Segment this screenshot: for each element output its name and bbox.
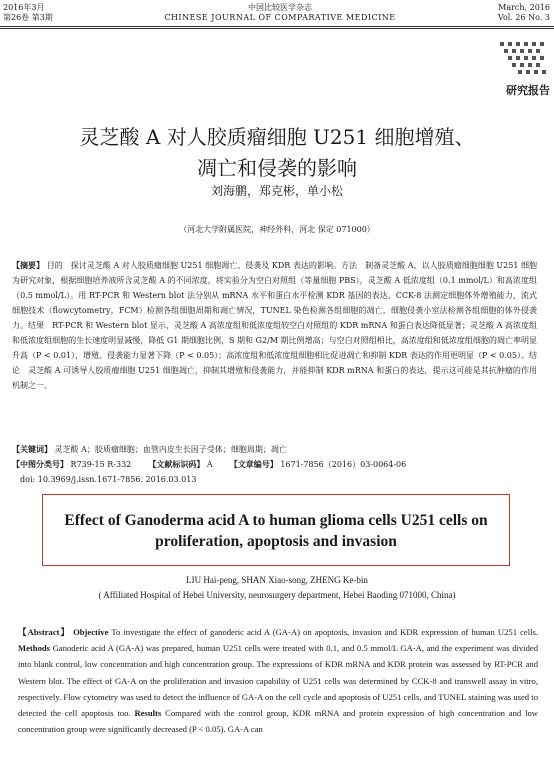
objective-text: To investigate the effect of ganoderic acid A (GA-A) on apoptosis, invasion and KDR expression of human U251 cells. — [111, 627, 539, 637]
classification-line — [12, 457, 537, 472]
journal-date-volume-en — [498, 3, 550, 23]
header-volume: 第26卷 第3期 — [3, 13, 53, 22]
clc-value: R739-15 R-332 — [70, 460, 132, 469]
authors-en: LIU Hai-peng, SHAN Xiao-song, ZHENG Ke-bin — [186, 575, 368, 585]
authors-cn: 刘海鹏，郑克彬，单小松 — [210, 184, 343, 198]
title-cn-line1: 灵芝酸 A 对人胶质瘤细胞 U251 细胞增殖、 — [79, 125, 475, 149]
abstract-cn-text: 目的 探讨灵芝酸 A 对人胶质瘤细胞 U251 细胞凋亡、侵袭及 KDR 表达的影响。方法 制备灵芝酸 A，以人胶质瘤细胞细胞 U251 细胞为研究对象，根据细胞培养液所含灵芝酸 A 的不同浓度，将实验分为空白对照组（等量细胞 PBS），灵芝酸 A 低浓度组（0.1 mmol/L）和高浓度组（0.5 mmol/L）。用 RT-PCR 和 Western blot 法分别从 mRNA 水平和蛋白水平检测 KDR 基因的表达，CCK-8 法测定细胞体外增殖能力，流式细胞技术（flowcytometry，FCM）检测各组细胞周期和凋亡情况，TUNEL 染色检测各组细胞的凋亡，细胞侵袭小室法检测各组细胞的体外侵袭力。结果 RT-PCR 和 Western blot 显示，灵芝酸 A 高浓度组和低浓度组较空白对照组的 KDR mRNA 和蛋白表达降低显著；灵芝酸 A 高浓度组和低浓度组细胞的生长速度明显减慢，降低 G1 期细胞比例，S 期和 G2/M 期比例增高；与空白对照组相比，高浓度组和低浓度组细胞的凋亡率明显升高（P < 0.01），增殖、侵袭能力显著下降（P < 0.05）；高浓度组和低浓度组细胞相比促进凋亡和抑制 KDR 表达的作用更明显（P < 0.05）。结论 灵芝酸 A 可诱导人胶质瘤细胞 U251 细胞凋亡，抑制其增殖和侵袭能力，并能抑制 KDR mRNA 和蛋白的表达，提示这可能是其抗肿瘤的作用机制之一。 — [12, 261, 538, 390]
journal-name — [150, 3, 410, 23]
article-no-label: 【文章编号】 — [229, 459, 278, 469]
doi: doi: 10.3969/j.issn.1671-7856. 2016.03.013 — [20, 475, 197, 484]
journal-date-volume — [3, 3, 53, 23]
affiliation-cn: （河北大学附属医院，神经外科，河北 保定 071000） — [179, 225, 375, 234]
clc-label: 【中图分类号】 — [12, 459, 68, 469]
abstract-en-label: 【Abstract】 — [18, 627, 70, 637]
article-title-cn — [40, 122, 514, 184]
objective-label: Objective — [73, 627, 109, 637]
keywords-cn-label: 【关键词】 — [12, 444, 52, 454]
header-rule-thin — [0, 28, 554, 29]
keywords-cn-text: 灵芝酸 A；胶质瘤细胞；血管内皮生长因子受体；细胞周期；凋亡 — [54, 445, 287, 454]
header-volume-en: Vol. 26 No. 3 — [497, 13, 550, 22]
section-badge: 研究报告 — [506, 84, 550, 97]
results-label: Results — [134, 708, 162, 719]
abstract-en — [18, 624, 538, 737]
methods-label: Methods — [18, 643, 50, 654]
article-title-en — [52, 510, 500, 552]
header-rule — [0, 26, 554, 27]
doc-code-label: 【文献标识码】 — [148, 459, 205, 469]
journal-name-cn: 中国比较医学杂志 — [248, 3, 312, 12]
affiliation-en: ( Affiliated Hospital of Hebei University, neurosurgery department, Hebei Baoding 071000, China) — [98, 590, 456, 600]
header-date-en: March, 2016 — [498, 3, 550, 12]
abstract-cn-label: 【摘要】 — [12, 260, 45, 270]
abstract-cn — [12, 258, 537, 393]
journal-name-en: CHINESE JOURNAL OF COMPARATIVE MEDICINE — [164, 13, 396, 22]
title-cn-line2: 凋亡和侵袭的影响 — [197, 156, 357, 180]
doc-code-value: A — [206, 460, 213, 469]
title-en-line2: proliferation, apoptosis and invasion — [155, 533, 397, 550]
results-text: Compared with the control group, KDR mRNA and protein expression of high concentration and low concentration group were significantly decreased (P < 0.05). GA-A can — [18, 708, 538, 735]
badge-decoration-icon — [478, 40, 548, 78]
title-en-line1: Effect of Ganoderma acid A to human glioma cells U251 cells on — [64, 512, 488, 529]
article-no-value: 1671-7856（2016）03-0064-06 — [280, 460, 407, 469]
keywords-cn — [12, 442, 537, 457]
methods-text: Ganoderic acid A (GA-A) was prepared, human U251 cells were treated with 0.1, and 0.5 mmol/L GA-A, and the experiment was divided into blank control, low concentration and high concentration group. The expressions of KDR mRNA and KDR protein was assessed by RT-PCR and Western blot. The effect of GA-A on the proliferation and invasion capability of U251 cells was determined by CCK-8 and transwell assay in vitro, respectively. Flow cytometry was used to detect the influence of GA-A on the cell cycle and apoptosis of U251 cells, and TUNEL staining was used to detected the cell apoptosis too. — [18, 643, 538, 719]
header-date: 2016年3月 — [3, 3, 45, 12]
